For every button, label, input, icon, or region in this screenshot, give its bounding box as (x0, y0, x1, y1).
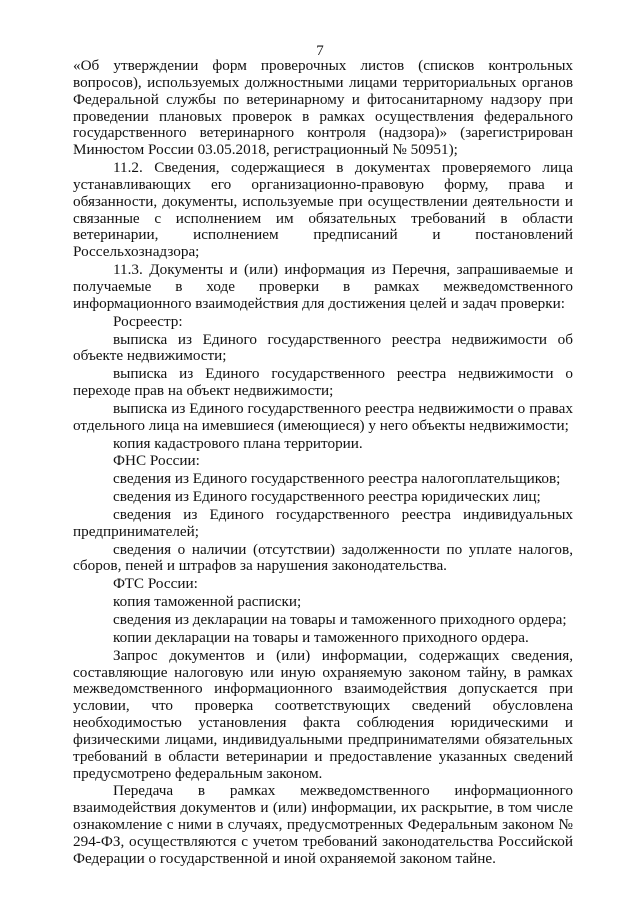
list-item: сведения о наличии (отсутствии) задолженности по уплате налогов, сборов, пеней и штрафов за нарушения законодательства. (73, 540, 573, 575)
paragraph-continuation: «Об утверждении форм проверочных листов (списков контрольных вопросов), используемых должностными лицами территориальных органов Федеральной службы по ветеринарному и фитосанитарному надзору при проведении плановых проверок в рамках осуществления федерального государственного ветеринарного контроля (надзора)» (зарегистрирован Минюстом России 03.05.2018, регистрационный № 50951); (73, 57, 573, 159)
paragraph-request: Запрос документов и (или) информации, содержащих сведения, составляющие налоговую или иную охраняемую законом тайну, в рамках межведомственного информационного взаимодействия допускается при условии, что проверка соответствующих сведений обусловлена необходимостью установления факта соблюдения юридическими и физическими лицами, индивидуальными предпринимателями обязательных требований в области ветеринарии и предоставление указанных сведений предусмотрено федеральным законом. (73, 646, 573, 782)
list-item: выписка из Единого государственного реестра недвижимости о правах отдельного лица на имевшиеся (имеющиеся) у него объекты недвижимости; (73, 399, 573, 434)
list-item: сведения из декларации на товары и таможенного приходного ордера; (113, 611, 567, 628)
list-item: выписка из Единого государственного реестра недвижимости об объекте недвижимости; (73, 330, 573, 365)
list-item: сведения из Единого государственного реестра налогоплательщиков; (113, 470, 561, 488)
list-item: копии декларации на товары и таможенного приходного ордера. (113, 628, 529, 646)
list-item: сведения из Единого государственного реестра юридических лиц; (113, 488, 541, 506)
list-item: выписка из Единого государственного реестра недвижимости о переходе прав на объект недвижимости; (73, 365, 573, 400)
document-body (73, 58, 573, 868)
list-item: копия таможенной расписки; (113, 593, 302, 611)
agency-heading-rosreestr: Росреестр: (113, 312, 183, 330)
paragraph-11-2: 11.2. Сведения, содержащиеся в документах проверяемого лица устанавливающих его организационно-правовую форму, права и обязанности, документы, используемые при осуществлении деятельности и связанные с исполнением им обязательных требований в области ветеринарии, исполнением предписаний и постановлений Россельхознадзора; (73, 159, 573, 261)
page-number: 7 (316, 43, 324, 59)
list-item: сведения из Единого государственного реестра индивидуальных предпринимателей; (73, 505, 573, 540)
list-item: копия кадастрового плана территории. (113, 434, 363, 452)
paragraph-11-3: 11.3. Документы и (или) информация из Перечня, запрашиваемые и получаемые в ходе проверки в рамках межведомственного информационного взаимодействия для достижения целей и задач проверки: (73, 261, 573, 312)
paragraph-transfer: Передача в рамках межведомственного информационного взаимодействия документов и (или) информации, их раскрытие, в том числе ознакомление с ними в случаях, предусмотренных Федеральным законом № 294-ФЗ, осуществляются с учетом требований законодательства Российской Федерации о государственной и иной охраняемой законом тайне. (73, 782, 573, 867)
agency-heading-fns: ФНС России: (113, 452, 200, 470)
agency-heading-fts: ФТС России: (113, 575, 198, 593)
